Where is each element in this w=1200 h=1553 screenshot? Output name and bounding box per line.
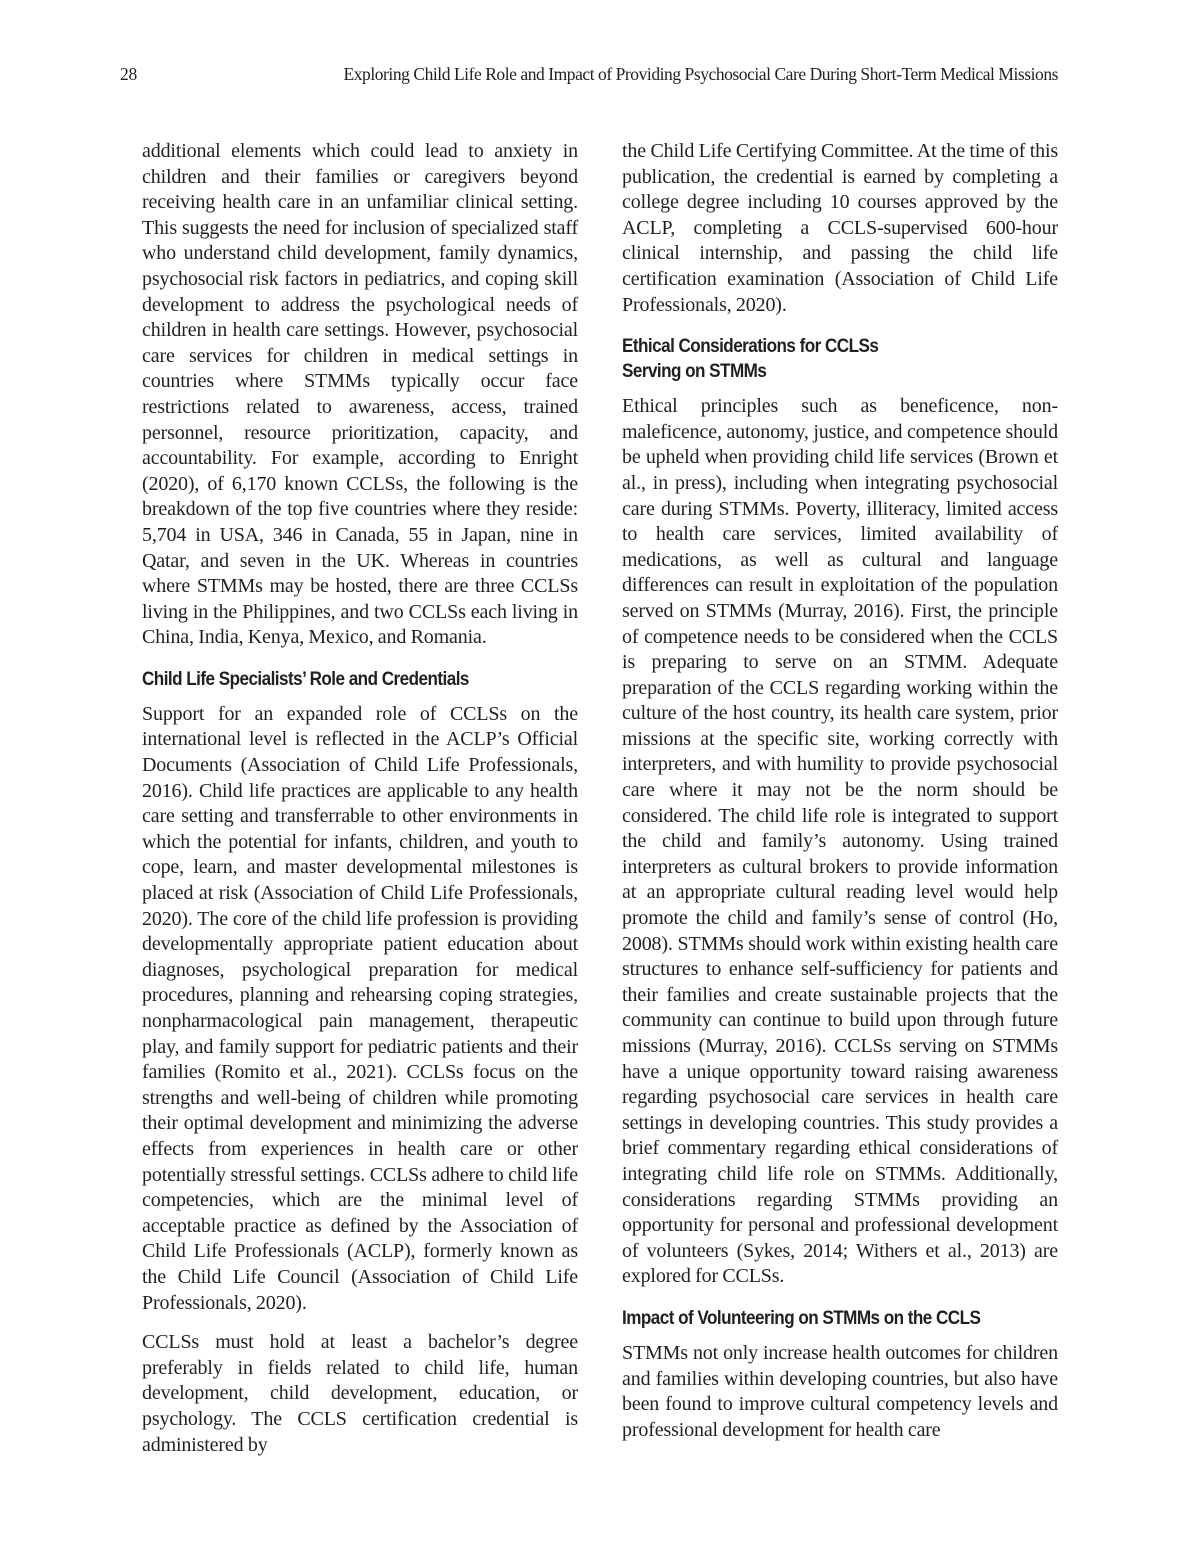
section-heading-impact-volunteering: Impact of Volunteering on STMMs on the CCLS — [622, 1307, 981, 1329]
paragraph: the Child Life Certifying Committee. At the time of this publication, the credential is earned by completing a college degree including 10 courses approved by the ACLP, completing a CCLS-supervised 600-hour clinical internship, and passing the child life certification examination (Association of Child Life Professionals, 2020). — [622, 140, 1058, 316]
left-column — [142, 139, 578, 1458]
right-column — [622, 139, 1058, 1443]
heading-line: Ethical Considerations for CCLSs — [622, 336, 879, 358]
paragraph: Support for an expanded role of CCLSs on the international level is reflected in the ACLP’s Official Documents (Association of Child Life Professionals, 2016). Child life practices are applicable to any health care setting and transferrable to other environments in which the potential for infants, children, and youth to cope, learn, and master developmental milestones is placed at risk (Association of Child Life Professionals, 2020). The core of the child life profession is providing developmentally appropriate patient education about diagnoses, psychological preparation for medical procedures, planning and rehearsing coping strategies, nonpharmacological pain management, therapeutic play, and family support for pediatric patients and their families (Romito et al., 2021). CCLSs focus on the strengths and well-being of children while promoting their optimal development and minimizing the adverse effects from experiences in health care or other potentially stressful settings. CCLSs adhere to child life competencies, which are the minimal level of acceptable practice as defined by the Association of Child Life Professionals (ACLP), formerly known as the Child Life Council (Association of Child Life Professionals, 2020). — [142, 702, 578, 1314]
paragraph: STMMs not only increase health outcomes for children and families within developing countries, but also have been found to improve cultural competency levels and professional development for health care — [622, 1341, 1058, 1441]
paragraph: additional elements which could lead to anxiety in children and their families or caregivers beyond receiving health care in an unfamiliar clinical setting. This suggests the need for inclusion of specialized staff who understand child development, family dynamics, psychosocial risk factors in pediatrics, and coping skill development to address the psychological needs of children in health care settings. However, psychosocial care services for children in medical settings in countries where STMMs typically occur face restrictions related to awareness, access, trained personnel, resource prioritization, capacity, and accountability. For example, according to Enright (2020), of 6,170 known CCLSs, the following is the breakdown of the top five countries where they reside: 5,704 in USA, 346 in Canada, 55 in Japan, nine in Qatar, and seven in the UK. Whereas in countries where STMMs may be hosted, there are three CCLSs living in the Philippines, and two CCLSs each living in China, India, Kenya, Mexico, and Romania. — [142, 140, 578, 649]
running-header: Exploring Child Life Role and Impact of Providing Psychosocial Care During Short-Term Medical Missions — [343, 64, 1058, 84]
section-heading-role-credentials: Child Life Specialists’ Role and Credentials — [142, 668, 469, 690]
paragraph: CCLSs must hold at least a bachelor’s degree preferably in fields related to child life, human development, child development, education, or psychology. The CCLS certification credential is administered by — [142, 1331, 578, 1456]
section-heading-ethical-considerations — [622, 334, 1014, 384]
paragraph: Ethical principles such as beneficence, non-maleficence, autonomy, justice, and competence should be upheld when providing child life services (Brown et al., in press), including when integrating psychosocial care during STMMs. Poverty, illiteracy, limited access to health care services, limited availability of medications, as well as cultural and language differences can result in exploitation of the population served on STMMs (Murray, 2016). First, the principle of competence needs to be considered when the CCLS is preparing to serve on an STMM. Adequate preparation of the CCLS regarding working within the culture of the host country, its health care system, prior missions at the specific site, working correctly with interpreters, and with humility to provide psychosocial care where it may not be the norm should be considered. The child life role is integrated to support the child and family’s autonomy. Using trained interpreters as cultural brokers to provide information at an appropriate cultural reading level would help promote the child and family’s sense of control (Ho, 2008). STMMs should work within existing health care structures to enhance self-sufficiency for patients and their families and create sustainable projects that the community can continue to build upon through future missions (Murray, 2016). CCLSs serving on STMMs have a unique opportunity toward raising awareness regarding psychosocial care services in health care settings in developing countries. This study provides a brief commentary regarding ethical considerations of integrating child life role on STMMs. Additionally, considerations regarding STMMs providing an opportunity for personal and professional development of volunteers (Sykes, 2014; Withers et al., 2013) are explored for CCLSs. — [622, 395, 1058, 1288]
heading-line: Serving on STMMs — [622, 361, 767, 383]
page-number: 28 — [120, 64, 138, 84]
